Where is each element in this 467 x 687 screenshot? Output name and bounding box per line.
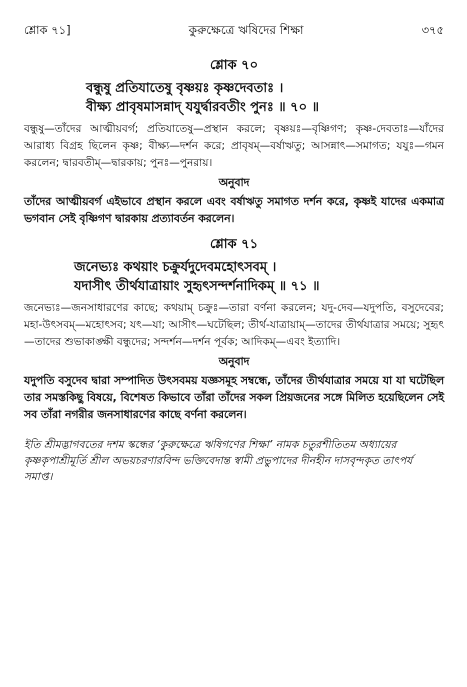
verse-line: যদাসীৎ তীর্থযাত্রায়াং সুহৃৎসন্দর্শনাদিকম্ ॥ ৭১ ॥	[74, 279, 320, 294]
verse-text	[24, 79, 444, 117]
translation: যদুপতি বসুদেব দ্বারা সম্পাদিত উৎসবময় যজ্ঞসমূহ সম্বন্ধে, তাঁদের তীর্থযাত্রার সময়ে যা যা ঘটেছিল তার সমস্তকিছু বিষয়ে, বিশেষত কিভাবে তাঁরা তাঁদের সকল প্রিয়জনের সঙ্গে মিলিত হয়েছিলেন সেই সব তাঁরা নগরীর জনসাধারণের কাছে বর্ণনা করলেন।	[24, 374, 444, 421]
running-header	[24, 22, 444, 40]
verse-text	[24, 258, 444, 296]
verse-71-section	[24, 235, 444, 423]
synonyms: জনেভ্যঃ—জনসাধারণের কাছে; কথয়াম্ চক্রুঃ—তারা বর্ণনা করলেন; যদু-দেব—যদুপতি, বসুদেবের; মহা-উৎসবম্—মহোৎসব; যৎ—যা; আসীৎ—ঘটেছিল; তীর্থ-যাত্রায়াম্—তাদের তীর্থযাত্রার সময়ে; সুহৃৎ—তাদের শুভাকাঙ্ক্ষী বন্ধুদের; সন্দর্শন—দর্শন পূর্বক; আদিকম্—এবং ইত্যাদি।	[24, 302, 444, 348]
synonyms: বন্ধুষু—তাঁদের আত্মীয়বর্গ; প্রতিযাতেষু—প্রস্থান করলে; বৃষ্ণয়ঃ—বৃষ্ণিগণ; কৃষ্ণ-দেবতাঃ—যাঁদের আরাধ্য বিগ্রহ ছিলেন কৃষ্ণ; বীক্ষ্য—দর্শন করে; প্রাবৃষম্—বর্ষাঋতু; আসন্নাৎ—সমাগত; যযুঃ—গমন করলেন; দ্বারবতীম্—দ্বারকায়; পুনঃ—পুনরায়।	[24, 123, 444, 169]
verse-70-section	[24, 56, 444, 227]
translation-heading: অনুবাদ	[218, 176, 250, 189]
header-verse-ref: শ্লোক ৭১]	[24, 23, 71, 37]
chapter-closing-note: ইতি শ্রীমদ্ভাগবতের দশম স্কন্ধের ‘কুরুক্ষেত্রে ঋষিগণের শিক্ষা’ নামক চতুরশীতিতম অধ্যায়ের কৃষ্ণকৃপাশ্রীমূর্তি শ্রীল অভয়চরণারবিন্দ ভক্তিবেদান্ত স্বামী প্রভুপাদের দীনহীন দাসবৃন্দকৃত তাৎপর্য সমাপ্ত।	[24, 439, 413, 483]
translation-heading: অনুবাদ	[218, 355, 250, 368]
verse-line: বীক্ষ্য প্রাবৃষমাসন্নাদ্ যযুর্দ্বারবতীং পুনঃ ॥ ৭০ ॥	[86, 100, 319, 115]
translation: তাঁদের আত্মীয়বর্গ এইভাবে প্রস্থান করলে এবং বর্ষাঋতু সমাগত দর্শন করে, কৃষ্ণই যাদের একমাত্র ভগবান সেই বৃষ্ণিগণ দ্বারকায় প্রত্যাবর্তন করলেন।	[24, 195, 444, 225]
header-chapter-title: কুরুক্ষেত্রে ঋষিদের শিক্ষা	[188, 23, 304, 37]
verse-line: বন্ধুষু প্রতিযাতেষু বৃষ্ণয়ঃ কৃষ্ণদেবতাঃ ।	[86, 81, 284, 96]
verse-line: জনেভ্যঃ কথয়াং চক্রুর্যদুদেবমহোৎসবম্ ।	[74, 260, 277, 275]
verse-title: শ্লোক ৭১	[209, 237, 259, 252]
book-page	[24, 22, 444, 485]
page-number: ৩৭৫	[421, 23, 444, 37]
verse-title: শ্লোক ৭০	[209, 58, 259, 73]
